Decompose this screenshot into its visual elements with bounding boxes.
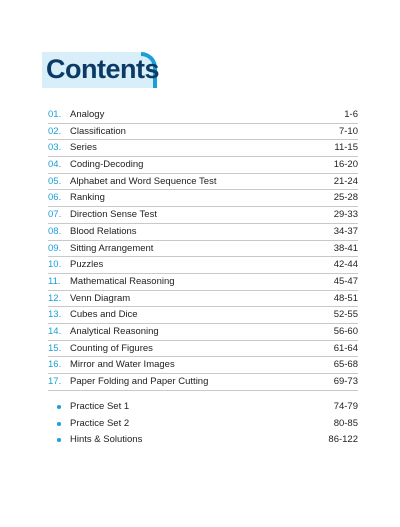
practice-title: Practice Set 2 <box>70 417 130 429</box>
chapter-pages: 7-10 <box>338 125 358 137</box>
chapter-number: 12. <box>48 292 62 304</box>
toc-row[interactable] <box>48 291 358 308</box>
toc-row[interactable] <box>48 190 358 207</box>
chapter-pages: 21-24 <box>333 175 358 187</box>
chapter-title: Direction Sense Test <box>70 209 157 221</box>
chapter-pages: 56-60 <box>333 325 358 337</box>
chapter-title: Counting of Figures <box>70 342 153 354</box>
chapter-list <box>48 107 358 391</box>
chapter-number: 01. <box>48 109 62 120</box>
toc-row[interactable] <box>48 107 358 124</box>
toc-row[interactable] <box>48 257 358 274</box>
chapter-pages: 42-44 <box>333 259 358 271</box>
chapter-title: Blood Relations <box>70 225 137 237</box>
toc-row[interactable] <box>48 357 358 374</box>
chapter-number: 14. <box>48 325 62 337</box>
chapter-number: 17. <box>48 376 62 387</box>
chapter-title: Ranking <box>70 192 105 204</box>
chapter-title: Puzzles <box>70 259 104 271</box>
practice-row[interactable] <box>48 416 358 433</box>
chapter-pages: 45-47 <box>333 275 358 287</box>
bullet-icon <box>57 438 61 442</box>
toc-row[interactable] <box>48 207 358 224</box>
chapter-number: 05. <box>48 175 62 187</box>
practice-row[interactable] <box>48 432 358 449</box>
chapter-number: 07. <box>48 209 62 221</box>
practice-pages: 74-79 <box>333 401 358 412</box>
chapter-title: Cubes and Dice <box>70 309 138 321</box>
toc-row[interactable] <box>48 324 358 341</box>
practice-pages: 86-122 <box>328 434 358 446</box>
toc-row[interactable] <box>48 307 358 324</box>
chapter-title: Series <box>70 142 97 154</box>
toc-row[interactable] <box>48 341 358 358</box>
practice-list <box>48 399 358 449</box>
toc-row[interactable] <box>48 374 358 391</box>
chapter-number: 09. <box>48 242 62 254</box>
chapter-pages: 29-33 <box>333 209 358 221</box>
chapter-number: 10. <box>48 259 62 271</box>
chapter-pages: 52-55 <box>333 309 358 321</box>
chapter-title: Analytical Reasoning <box>70 325 159 337</box>
chapter-pages: 48-51 <box>333 292 358 304</box>
chapter-number: 03. <box>48 142 62 154</box>
chapter-number: 08. <box>48 225 62 237</box>
contents-header <box>42 52 159 88</box>
page-title: Contents <box>46 54 159 84</box>
toc-row[interactable] <box>48 241 358 258</box>
chapter-pages: 1-6 <box>344 109 358 120</box>
chapter-number: 11. <box>48 275 61 287</box>
toc-row[interactable] <box>48 224 358 241</box>
practice-row[interactable] <box>48 399 358 416</box>
chapter-number: 15. <box>48 342 62 354</box>
chapter-pages: 69-73 <box>333 376 358 387</box>
chapter-title: Mathematical Reasoning <box>70 275 175 287</box>
toc-row[interactable] <box>48 140 358 157</box>
chapter-pages: 25-28 <box>333 192 358 204</box>
chapter-number: 16. <box>48 359 62 371</box>
chapter-number: 06. <box>48 192 62 204</box>
toc-row[interactable] <box>48 274 358 291</box>
chapter-title: Alphabet and Word Sequence Test <box>70 175 217 187</box>
chapter-pages: 38-41 <box>333 242 358 254</box>
chapter-pages: 16-20 <box>333 159 358 171</box>
chapter-title: Coding-Decoding <box>70 159 144 171</box>
chapter-number: 13. <box>48 309 62 321</box>
practice-title: Practice Set 1 <box>70 401 130 412</box>
toc-row[interactable] <box>48 157 358 174</box>
chapter-title: Analogy <box>70 109 105 120</box>
practice-pages: 80-85 <box>333 417 358 429</box>
chapter-pages: 61-64 <box>333 342 358 354</box>
chapter-number: 02. <box>48 125 62 137</box>
chapter-title: Sitting Arrangement <box>70 242 154 254</box>
chapter-title: Paper Folding and Paper Cutting <box>70 376 209 387</box>
bullet-icon <box>57 405 61 409</box>
chapter-pages: 34-37 <box>333 225 358 237</box>
chapter-pages: 11-15 <box>334 142 358 154</box>
chapter-pages: 65-68 <box>333 359 358 371</box>
bullet-icon <box>57 422 61 426</box>
chapter-title: Classification <box>70 125 126 137</box>
chapter-title: Venn Diagram <box>70 292 131 304</box>
toc-row[interactable] <box>48 174 358 191</box>
chapter-number: 04. <box>48 159 62 171</box>
toc-row[interactable] <box>48 124 358 141</box>
practice-title: Hints & Solutions <box>70 434 143 446</box>
chapter-title: Mirror and Water Images <box>70 359 175 371</box>
